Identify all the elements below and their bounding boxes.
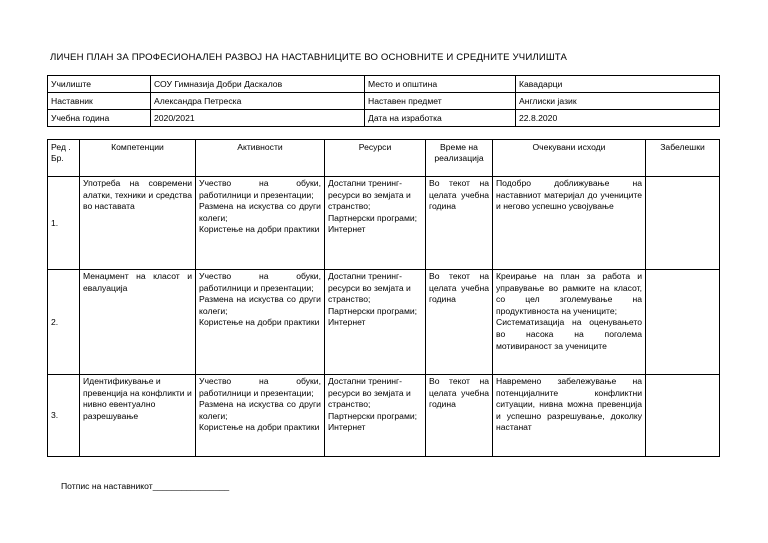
- teacher-label: Наставник: [48, 93, 151, 110]
- header-time: Време на реализација: [426, 140, 493, 177]
- outcomes-cell: [493, 375, 646, 457]
- subject-label: Наставен предмет: [365, 93, 516, 110]
- competency-cell: Употреба на современи алатки, техники и средства во наставата: [80, 177, 196, 270]
- competency-cell: Идентификување и превенција на конфликти и нивно евентуално разрешување: [80, 375, 196, 457]
- time-cell: Во текот на целата учебна година: [426, 177, 493, 270]
- school-label: Училиште: [48, 76, 151, 93]
- header-num: Ред . Бр.: [48, 140, 80, 177]
- activity-item: Користење на добри практики: [199, 224, 320, 235]
- resource-item: Интернет: [328, 422, 366, 433]
- subject-value: Англиски јазик: [516, 93, 720, 110]
- notes-cell: [646, 177, 720, 270]
- activities-cell: [196, 270, 325, 375]
- header-resources: Ресурси: [325, 140, 426, 177]
- outcome-item: Подобро доближување на наставниот материјал до учениците и негово успешно усвојување: [496, 178, 642, 212]
- resource-item: Достапни тренинг-ресурси во земјата и странство;: [328, 376, 411, 410]
- place-value: Кавадарци: [516, 76, 720, 93]
- time-cell: Во текот на целата учебна година: [426, 375, 493, 457]
- activities-cell: [196, 177, 325, 270]
- resource-item: Достапни тренинг-ресурси во земјата и странство;: [328, 178, 411, 212]
- activity-item: Учество на обуки, работилници и презентации;: [199, 376, 321, 398]
- outcome-item: Систематизација на оценувањето во насока на поголема мотивираност за учениците: [496, 317, 642, 351]
- activity-item: Учество на обуки, работилници и презентации;: [199, 178, 321, 200]
- resources-cell: [325, 177, 426, 270]
- resource-item: Партнерски програми;: [328, 305, 418, 316]
- school-value: СОУ Гимназија Добри Даскалов: [151, 76, 365, 93]
- outcome-item: Навремено забележување на потенцијалните конфликтни ситуации, нивна можна превенција и успешно разрешување, доколку настанат: [496, 376, 642, 433]
- row-number: 3.: [48, 375, 80, 457]
- resource-item: Партнерски програми;: [328, 212, 418, 223]
- info-row-teacher: [48, 93, 720, 110]
- header-row: [48, 140, 720, 177]
- plan-table: [47, 139, 720, 457]
- header-notes: Забелешки: [646, 140, 720, 177]
- header-outcomes: Очекувани исходи: [493, 140, 646, 177]
- teacher-value: Александра Петреска: [151, 93, 365, 110]
- table-row: [48, 375, 720, 457]
- year-value: 2020/2021: [151, 110, 365, 127]
- activity-item: Размена на искуства со други колеги;: [199, 294, 321, 316]
- info-table: [47, 75, 720, 127]
- info-row-year: [48, 110, 720, 127]
- notes-cell: [646, 270, 720, 375]
- row-number: 1.: [48, 177, 80, 270]
- activity-item: Размена на искуства со други колеги;: [199, 399, 321, 421]
- resources-cell: [325, 375, 426, 457]
- resource-item: Достапни тренинг-ресурси во земјата и странство;: [328, 271, 411, 305]
- year-label: Учебна година: [48, 110, 151, 127]
- activities-cell: [196, 375, 325, 457]
- activity-item: Размена на искуства со други колеги;: [199, 201, 321, 223]
- header-activities: Активности: [196, 140, 325, 177]
- outcomes-cell: [493, 270, 646, 375]
- resource-item: Интернет: [328, 317, 366, 328]
- page-title: ЛИЧЕН ПЛАН ЗА ПРОФЕСИОНАЛЕН РАЗВОЈ НА НАСТАВНИЦИТЕ ВО ОСНОВНИТЕ И СРЕДНИТЕ УЧИЛИШТА: [50, 52, 568, 63]
- table-row: [48, 270, 720, 375]
- time-cell: Во текот на целата учебна година: [426, 270, 493, 375]
- activity-item: Користење на добри практики: [199, 317, 320, 328]
- resources-cell: [325, 270, 426, 375]
- resource-item: Партнерски програми;: [328, 410, 418, 421]
- table-row: [48, 177, 720, 270]
- resource-item: Интернет: [328, 224, 366, 235]
- competency-cell: Менаџмент на класот и евалуација: [80, 270, 196, 375]
- info-row-school: [48, 76, 720, 93]
- notes-cell: [646, 375, 720, 457]
- date-label: Дата на изработка: [365, 110, 516, 127]
- outcome-item: Креирање на план за работа и управување во рамките на класот, со цел зголемување на продуктивноста на учениците;: [496, 271, 642, 316]
- date-value: 22.8.2020: [516, 110, 720, 127]
- header-competencies: Компетенции: [80, 140, 196, 177]
- outcomes-cell: [493, 177, 646, 270]
- signature-line: Потпис на наставникот________________: [61, 481, 230, 491]
- activity-item: Користење на добри практики: [199, 422, 320, 433]
- place-label: Место и општина: [365, 76, 516, 93]
- activity-item: Учество на обуки, работилници и презентации;: [199, 271, 321, 293]
- row-number: 2.: [48, 270, 80, 375]
